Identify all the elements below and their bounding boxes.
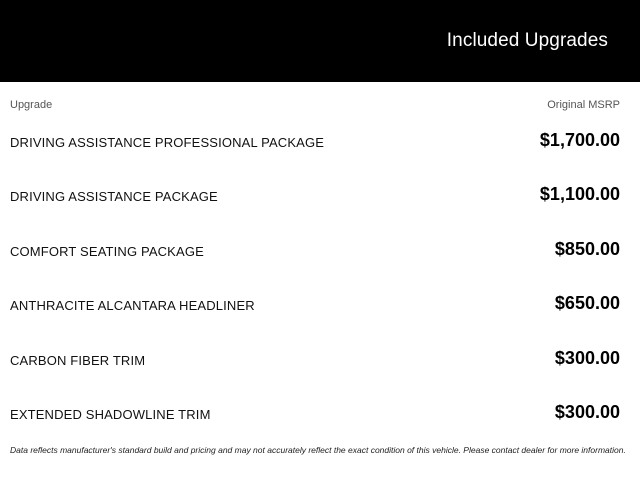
upgrade-price: $1,700.00 <box>539 130 620 150</box>
table-row <box>10 400 620 428</box>
column-header-upgrade: Upgrade <box>10 99 53 111</box>
upgrade-price: $1,100.00 <box>539 184 620 204</box>
table-row <box>10 128 620 156</box>
upgrade-name: EXTENDED SHADOWLINE TRIM <box>10 407 211 422</box>
header-bar <box>0 0 640 82</box>
upgrade-price: $850.00 <box>554 239 620 259</box>
table-row <box>10 182 620 210</box>
upgrade-name: DRIVING ASSISTANCE PACKAGE <box>10 189 218 204</box>
upgrade-price: $300.00 <box>554 348 620 368</box>
upgrade-price: $300.00 <box>554 402 620 422</box>
table-row <box>10 237 620 265</box>
upgrade-name: DRIVING ASSISTANCE PROFESSIONAL PACKAGE <box>10 135 325 150</box>
table-row <box>10 346 620 374</box>
column-header-msrp: Original MSRP <box>547 99 620 111</box>
upgrade-price: $650.00 <box>554 293 620 313</box>
upgrade-name: COMFORT SEATING PACKAGE <box>10 244 204 259</box>
table-row <box>10 291 620 319</box>
upgrade-name: CARBON FIBER TRIM <box>10 353 146 368</box>
upgrade-name: ANTHRACITE ALCANTARA HEADLINER <box>10 298 255 313</box>
page-title: Included Upgrades <box>446 30 608 51</box>
disclaimer-text: Data reflects manufacturer's standard build and pricing and may not accurately reflect the exact condition of this vehicle. Please contact dealer for more information. <box>10 445 626 455</box>
